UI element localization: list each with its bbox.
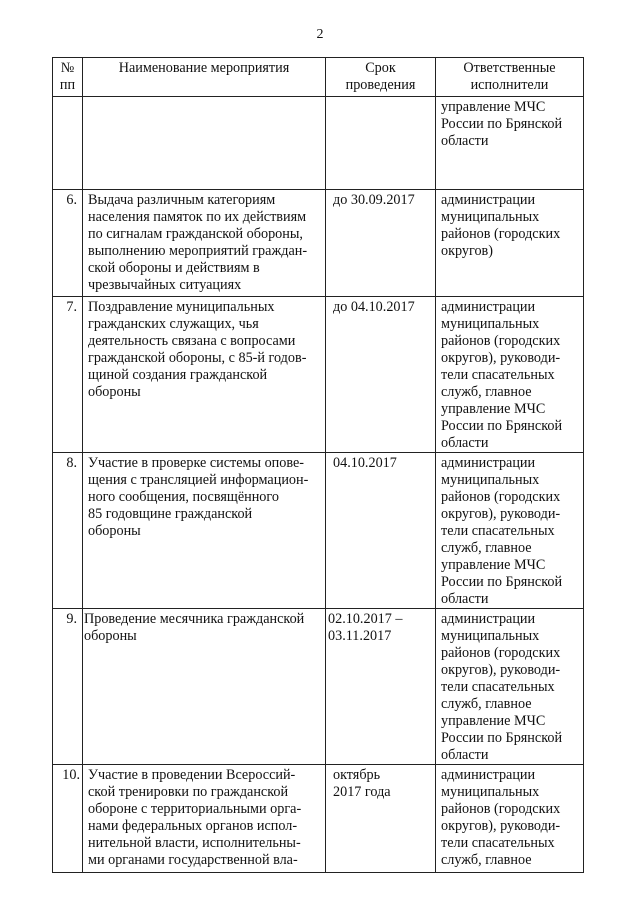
table-row (53, 190, 584, 297)
event-name-line: Поздравление муниципальных (88, 299, 275, 315)
row-number: 7. (53, 297, 83, 453)
event-term (326, 97, 436, 190)
event-name-line: гражданской обороны, с 85-й годов- (88, 350, 307, 366)
header-term: Срок проведения (326, 58, 436, 97)
event-name-line: Проведение месячника гражданской (84, 611, 305, 627)
event-name-line: Выдача различным категориям (88, 192, 276, 208)
event-responsible: управление МЧС России по Брянской области (436, 97, 584, 190)
event-name-line: 85 годовщине гражданской (88, 506, 253, 522)
header-name: Наименование мероприятия (83, 58, 326, 97)
event-name-line: ми органами государственной вла- (88, 852, 298, 868)
table-row (53, 609, 584, 765)
header-num: № пп (53, 58, 83, 97)
row-number: 10. (53, 765, 83, 873)
row-number (53, 97, 83, 190)
header-responsible: Ответственные исполнители (436, 58, 584, 97)
table-row (53, 297, 584, 453)
event-name-line: обороны (84, 628, 137, 644)
event-name-line: деятельность связана с вопросами (88, 333, 296, 349)
event-name-line: Участие в проведении Всероссий- (88, 767, 296, 783)
event-name-line: нами федеральных органов испол- (88, 818, 298, 834)
row-number: 6. (53, 190, 83, 297)
event-name-line: населения памяток по их действиям (88, 209, 307, 225)
event-name-line: обороне с территориальными орга- (88, 801, 302, 817)
event-name-line: ской тренировки по гражданской (88, 784, 289, 800)
event-term (326, 765, 436, 873)
table-row (53, 765, 584, 873)
event-term-line: до 30.09.2017 (333, 192, 415, 208)
event-name-line: выполнению мероприятий граждан- (88, 243, 308, 259)
event-name-line: ской обороны и действиям в (88, 260, 260, 276)
event-name (83, 97, 326, 190)
event-name-line: обороны (88, 523, 141, 539)
row-number: 8. (53, 453, 83, 609)
event-term-line: октябрь (333, 767, 381, 783)
event-term (326, 609, 436, 765)
event-name (83, 609, 326, 765)
event-responsible: администрации муниципальных районов (городских округов), руководи- тели спасательных служб, главное (436, 765, 584, 873)
event-term-line: до 04.10.2017 (333, 299, 415, 315)
event-name-line: щиной создания гражданской (88, 367, 268, 383)
table-header-row (53, 58, 584, 97)
events-table (52, 57, 584, 873)
event-term (326, 190, 436, 297)
event-name-line: обороны (88, 384, 141, 400)
event-term (326, 297, 436, 453)
event-term-line: 03.11.2017 (328, 628, 392, 644)
event-name (83, 765, 326, 873)
event-term-line: 04.10.2017 (333, 455, 397, 471)
event-name (83, 453, 326, 609)
event-name (83, 190, 326, 297)
event-name-line: ного сообщения, посвящённого (88, 489, 279, 505)
page-number: 2 (316, 27, 324, 42)
event-term (326, 453, 436, 609)
event-name-line: Участие в проверке системы опове- (88, 455, 304, 471)
table-row (53, 453, 584, 609)
event-responsible: администрации муниципальных районов (городских округов) (436, 190, 584, 297)
event-name-line: по сигналам гражданской обороны, (88, 226, 303, 242)
event-name-line: нительной власти, исполнительны- (88, 835, 301, 851)
event-term-line: 2017 года (333, 784, 391, 800)
event-term-line: 02.10.2017 – (328, 611, 403, 627)
event-name-line: гражданских служащих, чья (88, 316, 259, 332)
table-row (53, 97, 584, 190)
event-name-line: щения с трансляцией информацион- (88, 472, 309, 488)
row-number: 9. (53, 609, 83, 765)
event-responsible: администрации муниципальных районов (городских округов), руководи- тели спасательных служб, главное управление МЧС России по Брянской области (436, 609, 584, 765)
event-name-line: чрезвычайных ситуациях (88, 277, 242, 293)
event-name (83, 297, 326, 453)
event-responsible: администрации муниципальных районов (городских округов), руководи- тели спасательных служб, главное управление МЧС России по Брянской области (436, 297, 584, 453)
event-responsible: администрации муниципальных районов (городских округов), руководи- тели спасательных служб, главное управление МЧС России по Брянской области (436, 453, 584, 609)
